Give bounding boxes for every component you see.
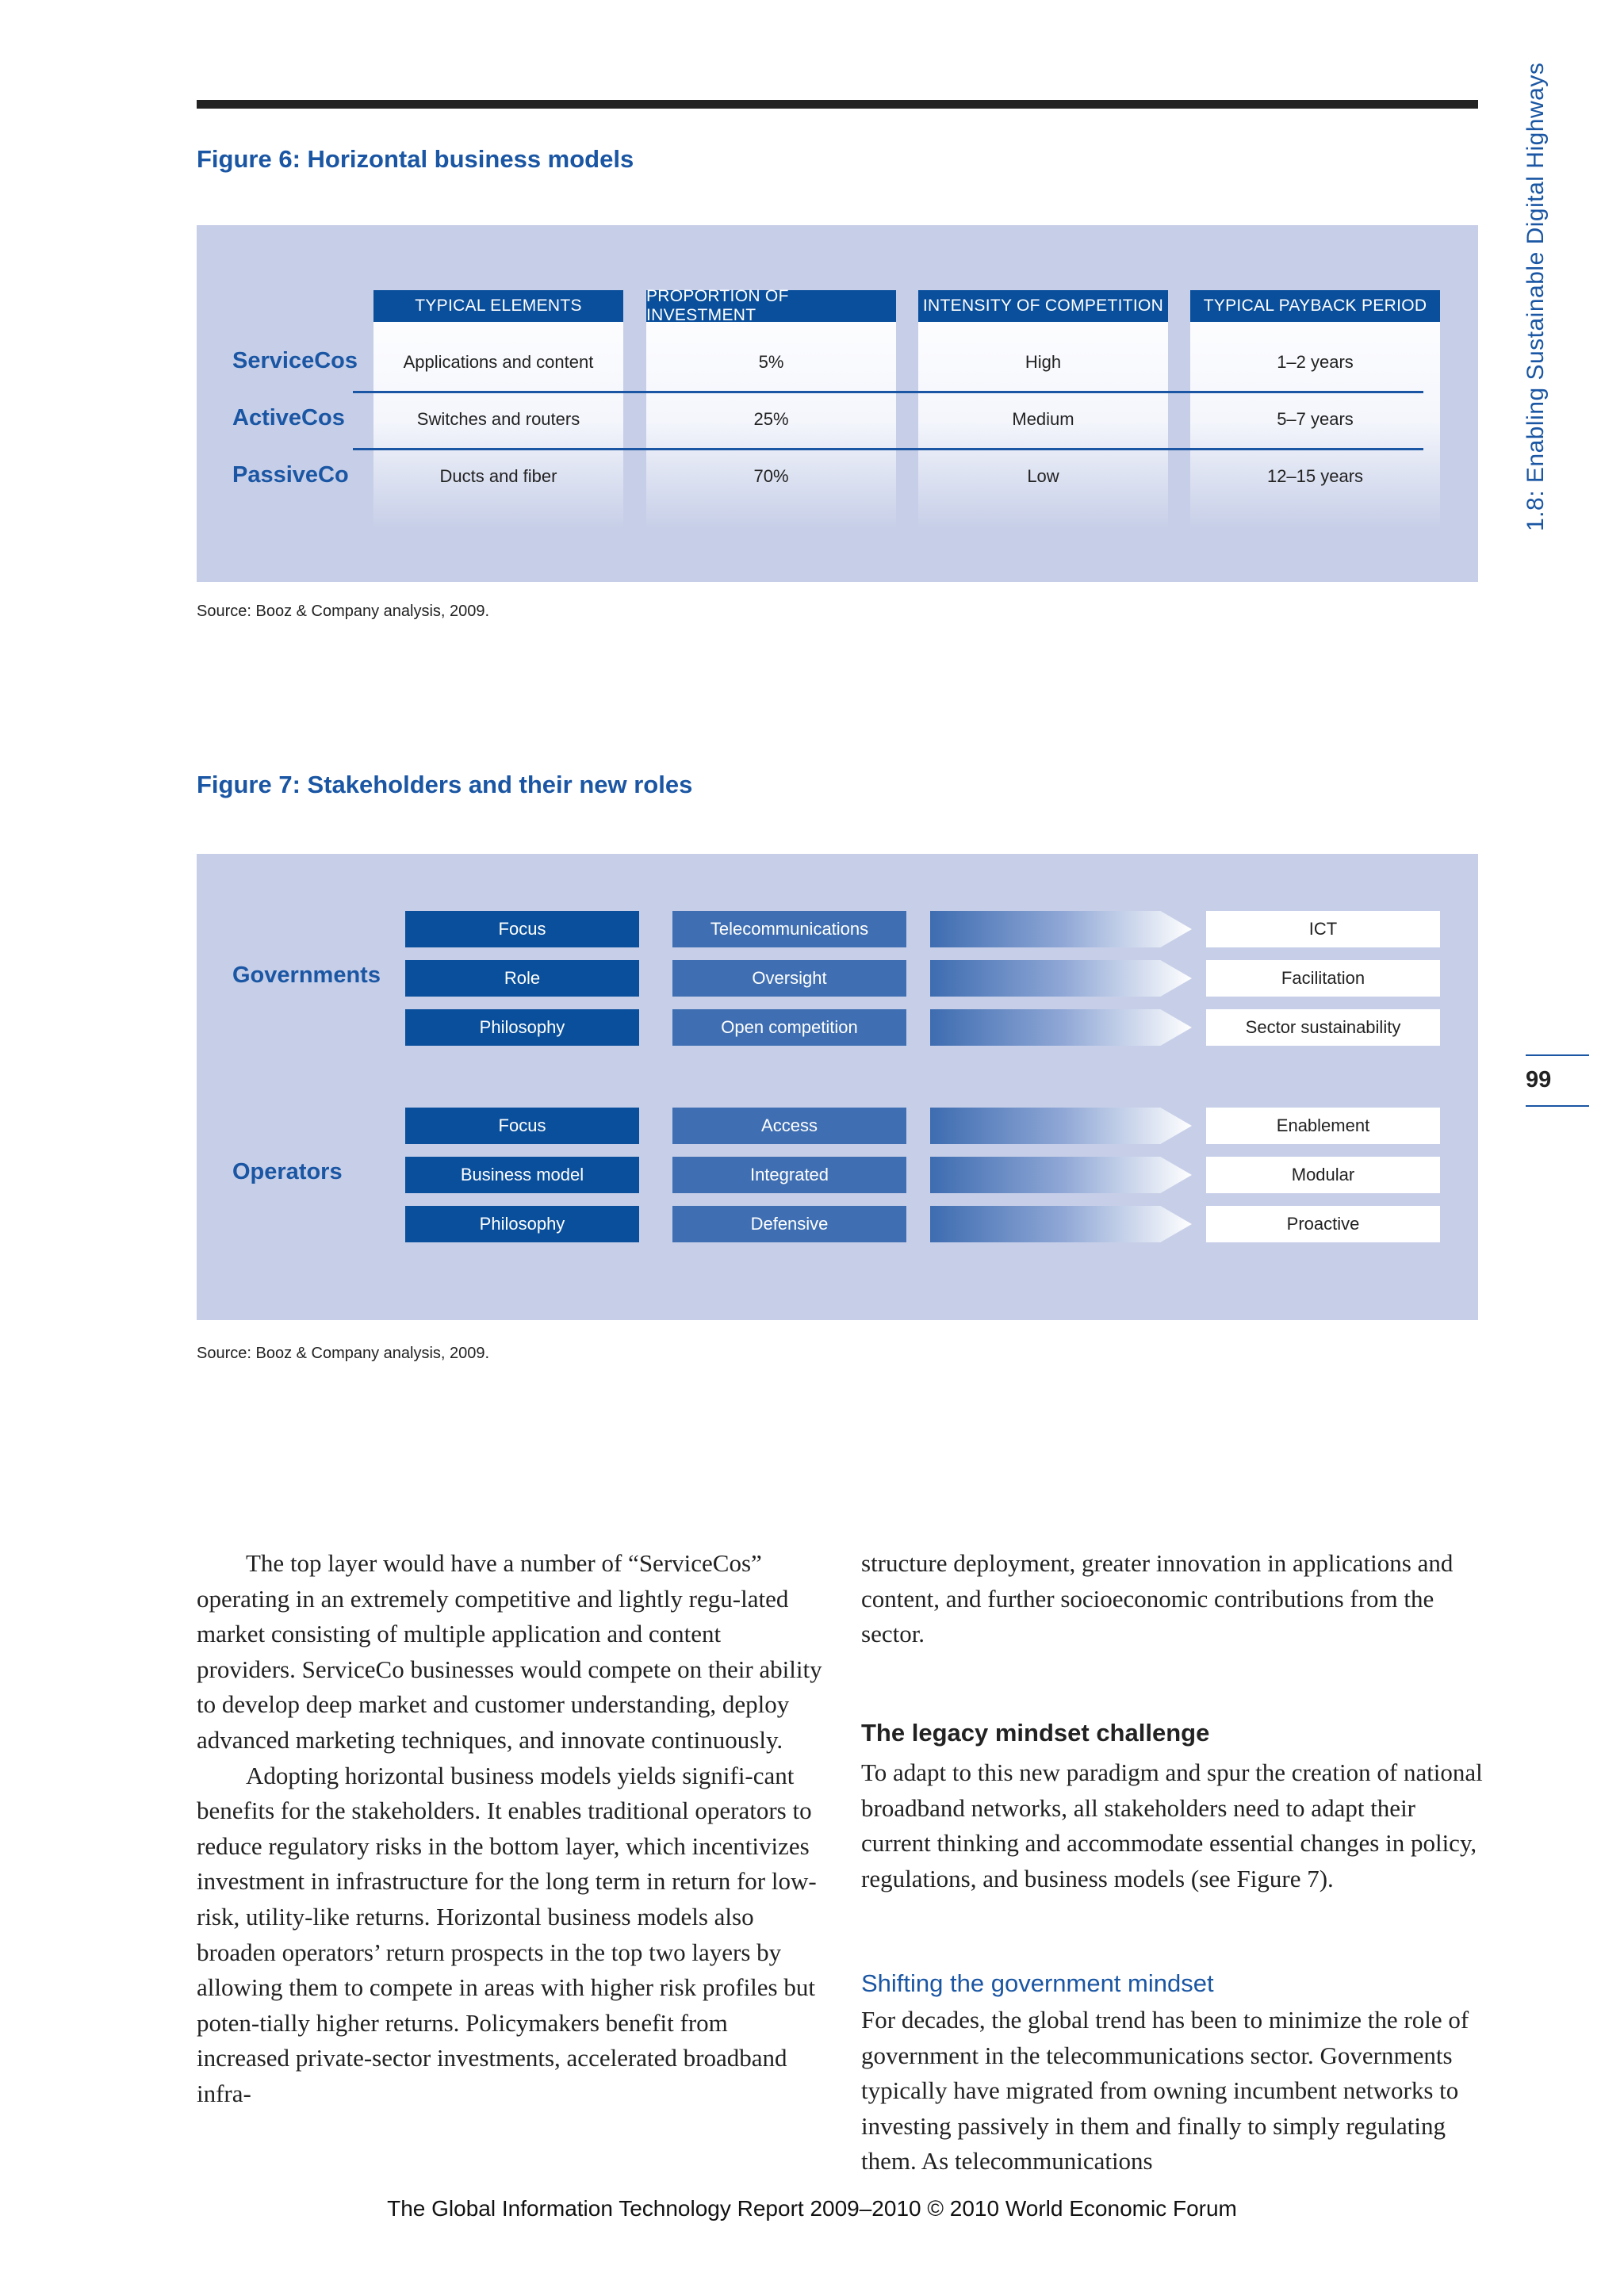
figure6-column-proportion-of-investment xyxy=(646,287,896,528)
body-paragraph: Adopting horizontal business models yields signifi-cant benefits for the stakeholders. It enables traditional operators to reduce regulatory risks in the bottom layer, which incentivizes investment in infrastructure for the long term in return for low-risk, utility-like returns. Horizontal business models also broaden operators’ return prospects in the top two layers by allowing them to compete in areas with higher risk profiles but poten-tially higher returns. Policymakers benefit from increased private-sector investments, accelerated broadband infra- xyxy=(197,1761,817,2107)
page-number-rule-bottom xyxy=(1526,1105,1589,1107)
body-paragraph: The top layer would have a number of “ServiceCos” operating in an extremely competitive and lightly regu-lated market consisting of multiple application and content providers. ServiceCo businesses would compete on their ability to develop deep market and customer understanding, deploy advanced marketing techniques, and innovate continuously. xyxy=(197,1549,822,1754)
transition-arrow xyxy=(930,1108,1192,1144)
from-box: Defensive xyxy=(672,1206,906,1242)
page-footer: The Global Information Technology Report 2009–2010 © 2010 World Economic Forum xyxy=(387,2196,1237,2221)
row-label-servicecos: ServiceCos xyxy=(232,348,358,373)
body-paragraph: structure deployment, greater innovation in applications and content, and further socioeconomic contributions from the sector. xyxy=(861,1549,1454,1648)
attribute-box: Business model xyxy=(405,1157,639,1193)
column-header: PROPORTION OF INVESTMENT xyxy=(646,290,896,322)
table-cell: Low xyxy=(1027,466,1059,486)
transition-arrow xyxy=(930,1009,1192,1046)
page-number: 99 xyxy=(1526,1067,1552,1093)
figure6-column-intensity-of-competition xyxy=(918,290,1168,528)
to-box: ICT xyxy=(1206,911,1440,947)
figure6-source: Source: Booz & Company analysis, 2009. xyxy=(197,603,490,620)
group-label-operators: Operators xyxy=(232,1159,343,1184)
to-box: Facilitation xyxy=(1206,960,1440,997)
row-label-activecos: ActiveCos xyxy=(232,405,345,430)
figure6-column-typical-payback-period xyxy=(1190,290,1440,528)
top-rule xyxy=(197,100,1478,109)
from-box: Open competition xyxy=(672,1009,906,1046)
row-separator xyxy=(353,391,1423,393)
body-paragraph: To adapt to this new paradigm and spur the creation of national broadband networks, all stakeholders need to adapt their current thinking and accommodate essential changes in policy, regulations, and business models (see Figure 7). xyxy=(861,1758,1483,1892)
figure6-panel xyxy=(197,225,1478,582)
from-box: Oversight xyxy=(672,960,906,997)
subsection-heading: Shifting the government mindset xyxy=(861,1969,1214,1997)
figure6-title: Figure 6: Horizontal business models xyxy=(197,145,634,173)
figure6-column-typical-elements xyxy=(373,290,623,528)
table-cell: Applications and content xyxy=(403,352,594,372)
table-cell: Switches and routers xyxy=(416,409,580,429)
to-box: Modular xyxy=(1206,1157,1440,1193)
from-box: Integrated xyxy=(672,1157,906,1193)
body-left-column xyxy=(197,1546,823,2112)
body-right-intro xyxy=(861,1546,1488,1652)
table-cell: Medium xyxy=(1012,409,1074,429)
transition-arrow xyxy=(930,1157,1192,1193)
section-heading: The legacy mindset challenge xyxy=(861,1719,1210,1747)
table-cell: 5–7 years xyxy=(1277,409,1354,429)
group-label-governments: Governments xyxy=(232,962,381,988)
row-label-passiveco: PassiveCo xyxy=(232,462,349,488)
body-paragraph: For decades, the global trend has been to minimize the role of government in the telecommunications sector. Governments typically have migrated from owning incumbent networks to investing passively in them and finally to simply regulating them. As telecommunications xyxy=(861,2006,1469,2175)
table-cell: 1–2 years xyxy=(1277,352,1354,372)
transition-arrow xyxy=(930,1206,1192,1242)
to-box: Enablement xyxy=(1206,1108,1440,1144)
table-cell: 70% xyxy=(753,466,789,486)
column-header: INTENSITY OF COMPETITION xyxy=(918,290,1168,322)
table-cell: 25% xyxy=(753,409,789,429)
page-number-rule-top xyxy=(1526,1054,1589,1056)
section-side-label: 1.8: Enabling Sustainable Digital Highways xyxy=(1522,62,1549,531)
table-cell: High xyxy=(1025,352,1062,372)
figure7-source: Source: Booz & Company analysis, 2009. xyxy=(197,1345,490,1362)
attribute-box: Philosophy xyxy=(405,1206,639,1242)
attribute-box: Role xyxy=(405,960,639,997)
figure7-title: Figure 7: Stakeholders and their new roles xyxy=(197,771,693,798)
table-cell: 5% xyxy=(758,352,784,372)
to-box: Sector sustainability xyxy=(1206,1009,1440,1046)
table-cell: 12–15 years xyxy=(1266,466,1364,486)
to-box: Proactive xyxy=(1206,1206,1440,1242)
from-box: Telecommunications xyxy=(672,911,906,947)
attribute-box: Focus xyxy=(405,911,639,947)
transition-arrow xyxy=(930,960,1192,997)
table-cell: Ducts and fiber xyxy=(439,466,557,486)
attribute-box: Philosophy xyxy=(405,1009,639,1046)
attribute-box: Focus xyxy=(405,1108,639,1144)
column-header: TYPICAL PAYBACK PERIOD xyxy=(1190,290,1440,322)
column-header: TYPICAL ELEMENTS xyxy=(373,290,623,322)
transition-arrow xyxy=(930,911,1192,947)
row-separator xyxy=(353,448,1423,450)
section-body xyxy=(861,1755,1488,1896)
figure7-panel xyxy=(197,854,1478,1320)
subsection-body xyxy=(861,2003,1488,2179)
from-box: Access xyxy=(672,1108,906,1144)
